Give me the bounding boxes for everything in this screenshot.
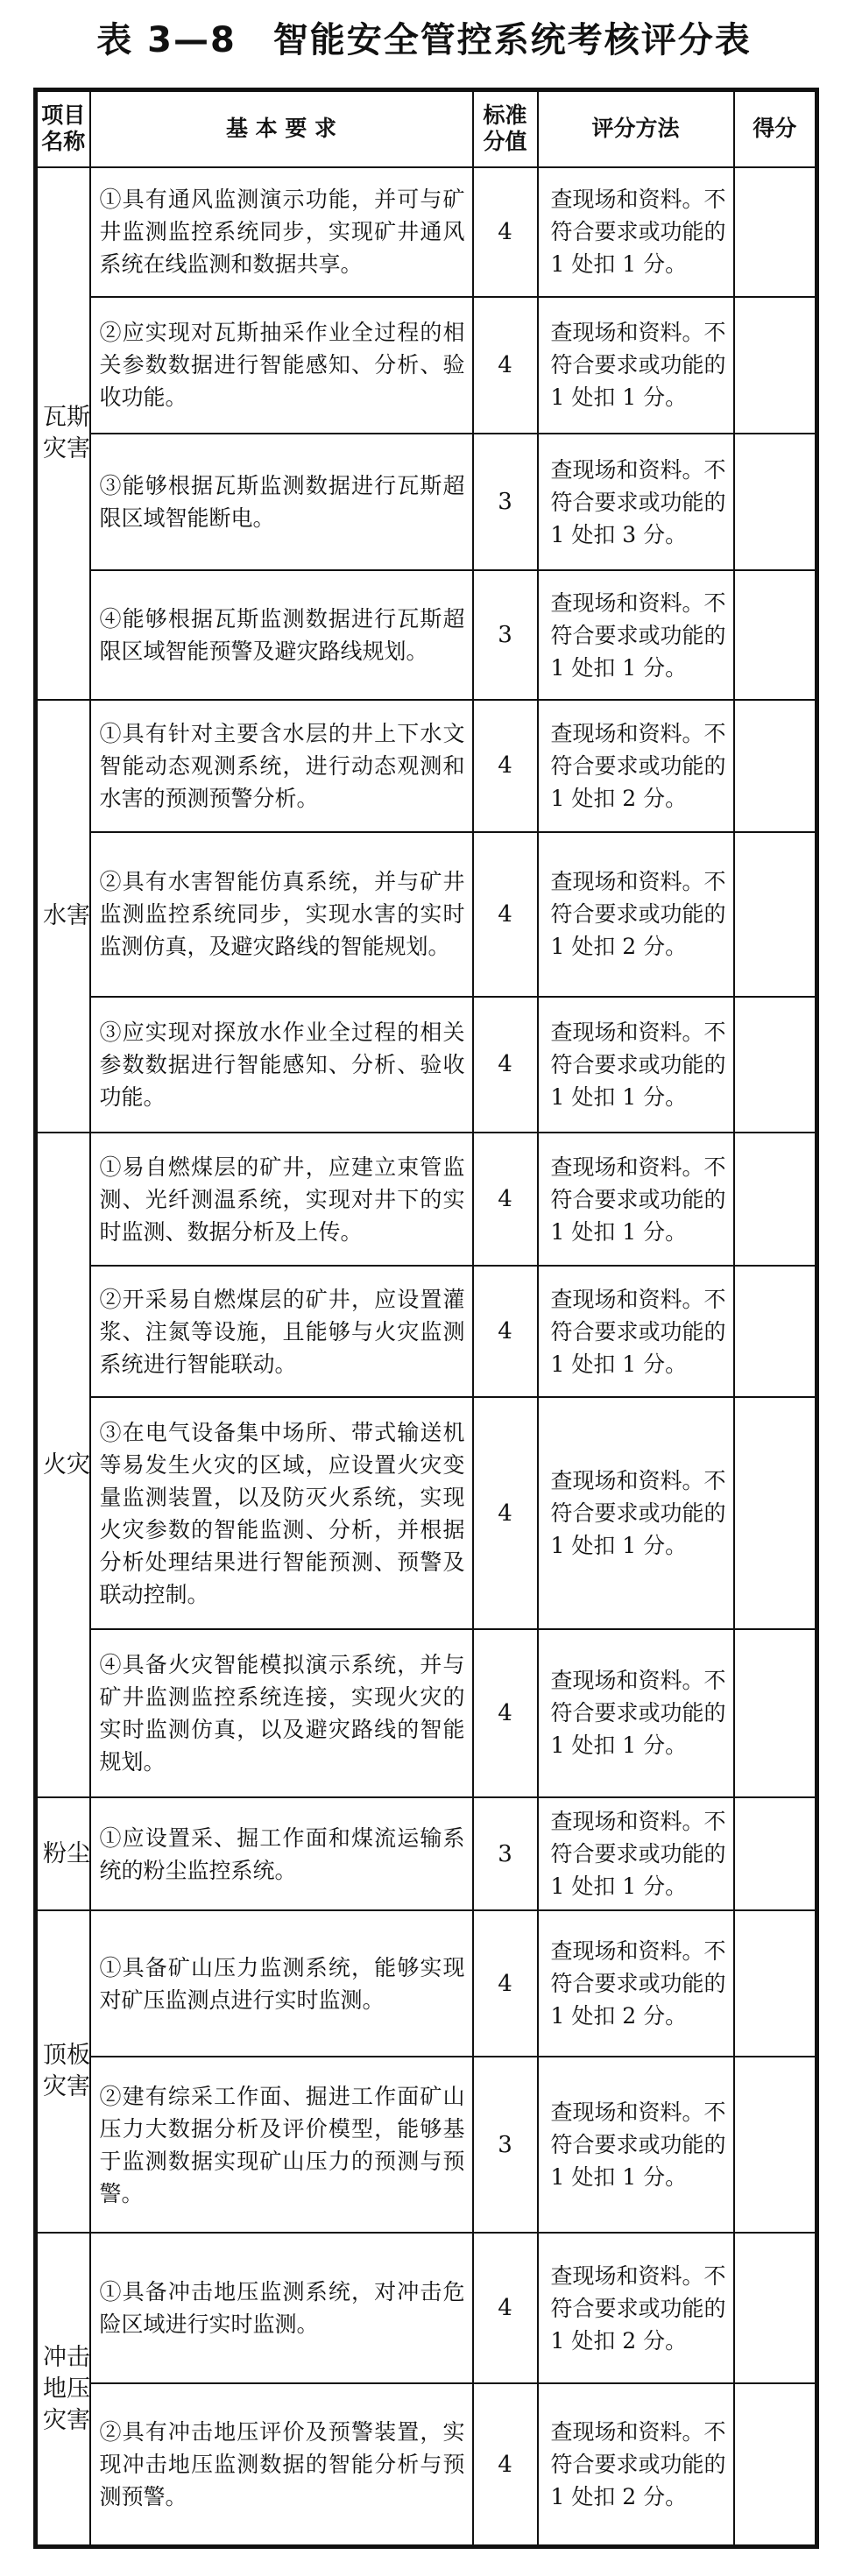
requirement-cell: ①具有通风监测演示功能，并可与矿井监测监控系统同步，实现矿井通风系统在线监测和数据共享。 (90, 167, 473, 297)
score-cell: 4 (473, 1910, 538, 2057)
table-row (36, 1797, 817, 1910)
table-row (36, 2233, 817, 2383)
requirement-cell: ②具有冲击地压评价及预警装置，实现冲击地压监测数据的智能分析与预测预警。 (90, 2383, 473, 2546)
earned-score-cell (734, 700, 817, 831)
table-row (36, 1266, 817, 1397)
score-cell: 4 (473, 167, 538, 297)
method-cell: 查现场和资料。不符合要求或功能的 1 处扣 2 分。 (538, 700, 734, 831)
table-title: 表 3—8 智能安全管控系统考核评分表 (96, 20, 752, 60)
table-row (36, 434, 817, 570)
table-row (36, 1910, 817, 2057)
method-cell: 查现场和资料。不符合要求或功能的 1 处扣 1 分。 (538, 1797, 734, 1910)
method-cell: 查现场和资料。不符合要求或功能的 1 处扣 3 分。 (538, 434, 734, 570)
table-row (36, 1629, 817, 1797)
score-cell: 4 (473, 832, 538, 997)
score-cell: 4 (473, 997, 538, 1133)
method-cell: 查现场和资料。不符合要求或功能的 1 处扣 1 分。 (538, 1397, 734, 1628)
category-cell: 水害 (36, 700, 90, 1133)
earned-score-cell (734, 434, 817, 570)
requirement-cell: ①应设置采、掘工作面和煤流运输系统的粉尘监控系统。 (90, 1797, 473, 1910)
requirement-cell: ③在电气设备集中场所、带式输送机等易发生火灾的区域，应设置火灾变量监测装置，以及防灭火系统，实现火灾参数的智能监测、分析，并根据分析处理结果进行智能预测、预警及联动控制。 (90, 1397, 473, 1628)
method-cell: 查现场和资料。不符合要求或功能的 1 处扣 1 分。 (538, 1266, 734, 1397)
requirement-cell: ②应实现对瓦斯抽采作业全过程的相关参数数据进行智能感知、分析、验收功能。 (90, 297, 473, 434)
earned-score-cell (734, 2383, 817, 2546)
requirement-cell: ④具备火灾智能模拟演示系统，并与矿井监测监控系统连接，实现火灾的实时监测仿真，以及避灾路线的智能规划。 (90, 1629, 473, 1797)
score-cell: 3 (473, 1797, 538, 1910)
header-earned-score: 得分 (734, 90, 817, 167)
requirement-cell: ③能够根据瓦斯监测数据进行瓦斯超限区域智能断电。 (90, 434, 473, 570)
method-cell: 查现场和资料。不符合要求或功能的 1 处扣 1 分。 (538, 297, 734, 434)
table-row (36, 997, 817, 1133)
table-row (36, 167, 817, 297)
earned-score-cell (734, 570, 817, 700)
header-row (36, 90, 817, 167)
table-row (36, 2057, 817, 2233)
category-cell: 瓦斯灾害 (36, 167, 90, 701)
header-standard-score: 标准分值 (473, 90, 538, 167)
earned-score-cell (734, 1397, 817, 1628)
category-cell: 顶板灾害 (36, 1910, 90, 2233)
score-cell: 4 (473, 2233, 538, 2383)
method-cell: 查现场和资料。不符合要求或功能的 1 处扣 1 分。 (538, 1629, 734, 1797)
requirement-cell: ①具备矿山压力监测系统，能够实现对矿压监测点进行实时监测。 (90, 1910, 473, 2057)
method-cell: 查现场和资料。不符合要求或功能的 1 处扣 1 分。 (538, 997, 734, 1133)
earned-score-cell (734, 997, 817, 1133)
category-cell: 粉尘 (36, 1797, 90, 1910)
method-cell: 查现场和资料。不符合要求或功能的 1 处扣 1 分。 (538, 570, 734, 700)
earned-score-cell (734, 1266, 817, 1397)
earned-score-cell (734, 832, 817, 997)
method-cell: 查现场和资料。不符合要求或功能的 1 处扣 2 分。 (538, 2383, 734, 2546)
category-cell: 火灾 (36, 1133, 90, 1797)
requirement-cell: ①易自燃煤层的矿井，应建立束管监测、光纤测温系统，实现对井下的实时监测、数据分析及上传。 (90, 1133, 473, 1266)
score-cell: 4 (473, 1266, 538, 1397)
requirement-cell: ④能够根据瓦斯监测数据进行瓦斯超限区域智能预警及避灾路线规划。 (90, 570, 473, 700)
method-cell: 查现场和资料。不符合要求或功能的 1 处扣 2 分。 (538, 2233, 734, 2383)
header-requirement: 基 本 要 求 (90, 90, 473, 167)
requirement-cell: ②开采易自燃煤层的矿井，应设置灌浆、注氮等设施，且能够与火灾监测系统进行智能联动。 (90, 1266, 473, 1397)
table-row (36, 1133, 817, 1266)
requirement-cell: ①具有针对主要含水层的井上下水文智能动态观测系统，进行动态观测和水害的预测预警分析。 (90, 700, 473, 831)
table-row (36, 700, 817, 831)
earned-score-cell (734, 2233, 817, 2383)
table-row (36, 2383, 817, 2546)
score-cell: 3 (473, 570, 538, 700)
earned-score-cell (734, 167, 817, 297)
table-row (36, 297, 817, 434)
table-row (36, 570, 817, 700)
category-cell: 冲击地压灾害 (36, 2233, 90, 2547)
header-scoring-method: 评分方法 (538, 90, 734, 167)
table-row (36, 1397, 817, 1628)
requirement-cell: ②具有水害智能仿真系统，并与矿井监测监控系统同步，实现水害的实时监测仿真，及避灾路线的智能规划。 (90, 832, 473, 997)
score-cell: 3 (473, 434, 538, 570)
header-item-name: 项目名称 (36, 90, 90, 167)
earned-score-cell (734, 297, 817, 434)
score-cell: 3 (473, 2057, 538, 2233)
table-row (36, 832, 817, 997)
score-cell: 4 (473, 2383, 538, 2546)
method-cell: 查现场和资料。不符合要求或功能的 1 处扣 2 分。 (538, 1910, 734, 2057)
earned-score-cell (734, 1797, 817, 1910)
requirement-cell: ③应实现对探放水作业全过程的相关参数数据进行智能感知、分析、验收功能。 (90, 997, 473, 1133)
method-cell: 查现场和资料。不符合要求或功能的 1 处扣 1 分。 (538, 2057, 734, 2233)
score-cell: 4 (473, 1629, 538, 1797)
scoring-table (33, 88, 819, 2549)
earned-score-cell (734, 1629, 817, 1797)
score-cell: 4 (473, 297, 538, 434)
method-cell: 查现场和资料。不符合要求或功能的 1 处扣 1 分。 (538, 167, 734, 297)
earned-score-cell (734, 2057, 817, 2233)
method-cell: 查现场和资料。不符合要求或功能的 1 处扣 2 分。 (538, 832, 734, 997)
requirement-cell: ①具备冲击地压监测系统，对冲击危险区域进行实时监测。 (90, 2233, 473, 2383)
requirement-cell: ②建有综采工作面、掘进工作面矿山压力大数据分析及评价模型，能够基于监测数据实现矿山压力的预测与预警。 (90, 2057, 473, 2233)
score-cell: 4 (473, 700, 538, 831)
method-cell: 查现场和资料。不符合要求或功能的 1 处扣 1 分。 (538, 1133, 734, 1266)
score-cell: 4 (473, 1397, 538, 1628)
score-cell: 4 (473, 1133, 538, 1266)
earned-score-cell (734, 1910, 817, 2057)
earned-score-cell (734, 1133, 817, 1266)
